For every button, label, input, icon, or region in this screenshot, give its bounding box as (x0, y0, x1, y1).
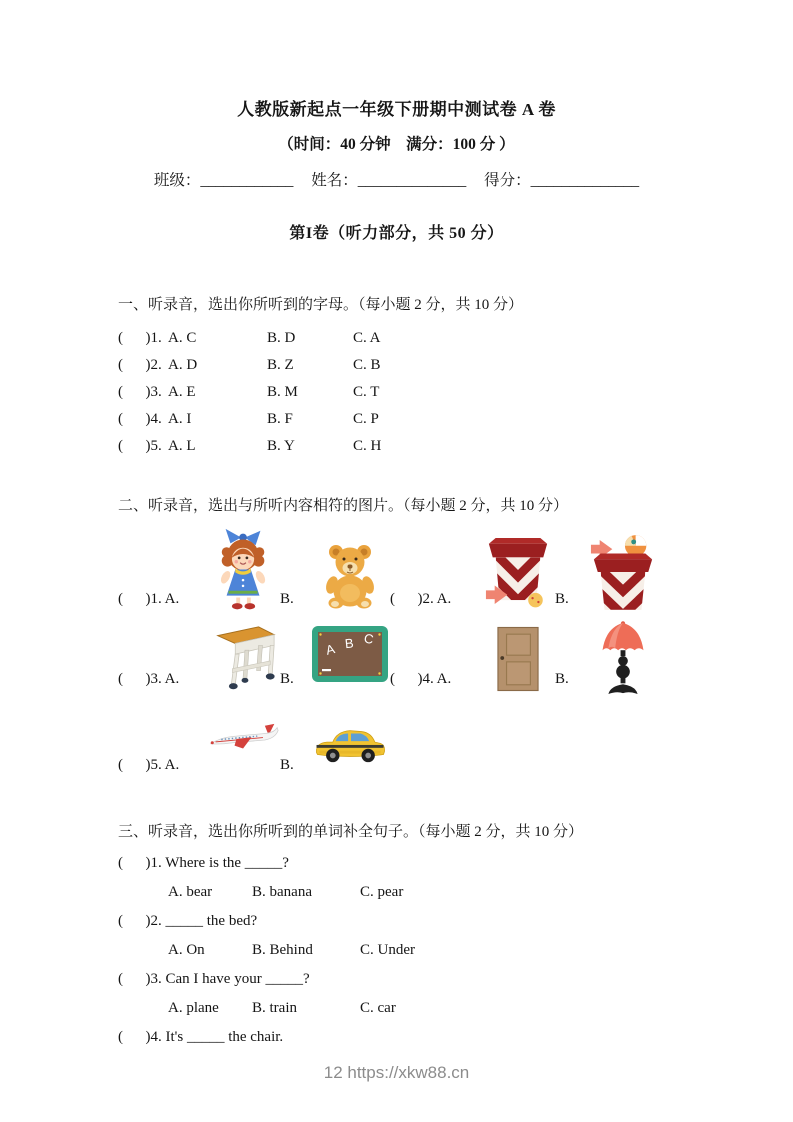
part1-title: 第I卷（听力部分，共 50 分） (289, 225, 504, 242)
picture-question-row (118, 618, 703, 692)
svg-text:A: A (324, 641, 337, 658)
answer-paren: ( )4. (118, 411, 162, 427)
answer-paren-q4: ( )4. A. (390, 671, 452, 687)
class-label: 班级： (153, 172, 201, 189)
option-c: C. pear (360, 884, 404, 900)
option-c: C. car (360, 1000, 396, 1016)
option-c: C. B (353, 357, 381, 373)
answer-paren: ( )2. (118, 357, 162, 373)
option-a: A. I (168, 411, 192, 427)
picture-question-row (118, 722, 703, 778)
section3-heading: 三、听录音，选出你所听到的单词补全句子。（每小题 2 分，共 10 分） (118, 824, 584, 840)
sentence-options (118, 878, 703, 907)
blackboard-image (310, 626, 390, 682)
answer-paren-q2: ( )2. A. (390, 591, 452, 607)
option-a: A. D (168, 357, 198, 373)
option-c: C. A (353, 330, 381, 346)
option-b: B. D (267, 330, 296, 346)
page-footer (0, 1063, 793, 1083)
paper-header (0, 0, 793, 243)
option-b: B. Behind (252, 942, 313, 958)
sentence-question: ( )4. It's _____ the chair. (118, 1029, 284, 1045)
sentence-options (118, 936, 703, 965)
answer-paren-q3: ( )3. A. (118, 671, 180, 687)
option-c: C. T (353, 384, 380, 400)
school-desk-image (208, 624, 280, 692)
name-label: 姓名： (311, 172, 358, 189)
option-b: B. train (252, 1000, 297, 1016)
option-b: B. Z (267, 357, 294, 373)
section2-heading: 二、听录音，选出与所听内容相符的图片。（每小题 2 分，共 10 分） (118, 498, 569, 514)
svg-text:C: C (362, 630, 375, 648)
option-a: A. plane (168, 1000, 219, 1016)
yellow-car-image (310, 722, 390, 766)
teddy-bear-image (310, 541, 390, 609)
time-score-line: （时间：40 分钟 满分：100 分 ） (278, 136, 515, 153)
table-lamp-image (585, 620, 661, 696)
option-a: A. E (168, 384, 196, 400)
sentence-question: ( )3. Can I have your _____? (118, 971, 310, 987)
sentence-question: ( )1. Where is the _____? (118, 855, 289, 871)
option-b-label: B. (280, 757, 294, 773)
answer-paren-q1: ( )1. A. (118, 591, 180, 607)
section3-list (118, 849, 703, 1052)
option-b-label: B. (555, 591, 569, 607)
door-image (480, 626, 555, 692)
class-blank: ____________ (200, 172, 294, 189)
answer-paren: ( )5. (118, 438, 162, 454)
option-c: C. H (353, 438, 382, 454)
picture-question-row (118, 522, 703, 612)
footer-text: 12 https://xkw88.cn (323, 1063, 470, 1082)
section1-heading: 一、听录音，选出你所听到的字母。（每小题 2 分，共 10 分） (118, 297, 524, 313)
gift-box-ball-image (585, 532, 661, 612)
score-label: 得分： (484, 172, 531, 189)
letter-question-row (118, 325, 703, 352)
option-a: A. On (168, 942, 205, 958)
option-b: B. Y (267, 438, 295, 454)
sentence-options (118, 994, 703, 1023)
answer-paren: ( )1. (118, 330, 162, 346)
option-a: A. C (168, 330, 197, 346)
answer-paren-q5: ( )5. A. (118, 757, 180, 773)
gift-box-open-image (480, 528, 555, 612)
doll-image (208, 525, 280, 612)
option-c: C. P (353, 411, 379, 427)
svg-text:B: B (344, 635, 355, 652)
option-c: C. Under (360, 942, 415, 958)
sentence-question: ( )2. _____ the bed? (118, 913, 258, 929)
option-b: B. banana (252, 884, 312, 900)
student-info-line (0, 168, 793, 190)
option-b-label: B. (280, 591, 294, 607)
option-b: B. M (267, 384, 298, 400)
letter-question-row (118, 352, 703, 379)
option-a: A. L (168, 438, 196, 454)
score-blank: ______________ (530, 172, 640, 189)
option-a: A. bear (168, 884, 213, 900)
letter-question-row (118, 406, 703, 433)
option-b-label: B. (280, 671, 294, 687)
answer-paren: ( )3. (118, 384, 162, 400)
name-blank: ______________ (357, 172, 467, 189)
section1-list (118, 325, 703, 460)
paper-title: 人教版新起点一年级下册期中测试卷 A 卷 (237, 100, 556, 119)
letter-question-row (118, 433, 703, 460)
paper-body (0, 293, 793, 1052)
option-b-label: B. (555, 671, 569, 687)
letter-question-row (118, 379, 703, 406)
option-b: B. F (267, 411, 293, 427)
airplane-image (208, 722, 280, 756)
